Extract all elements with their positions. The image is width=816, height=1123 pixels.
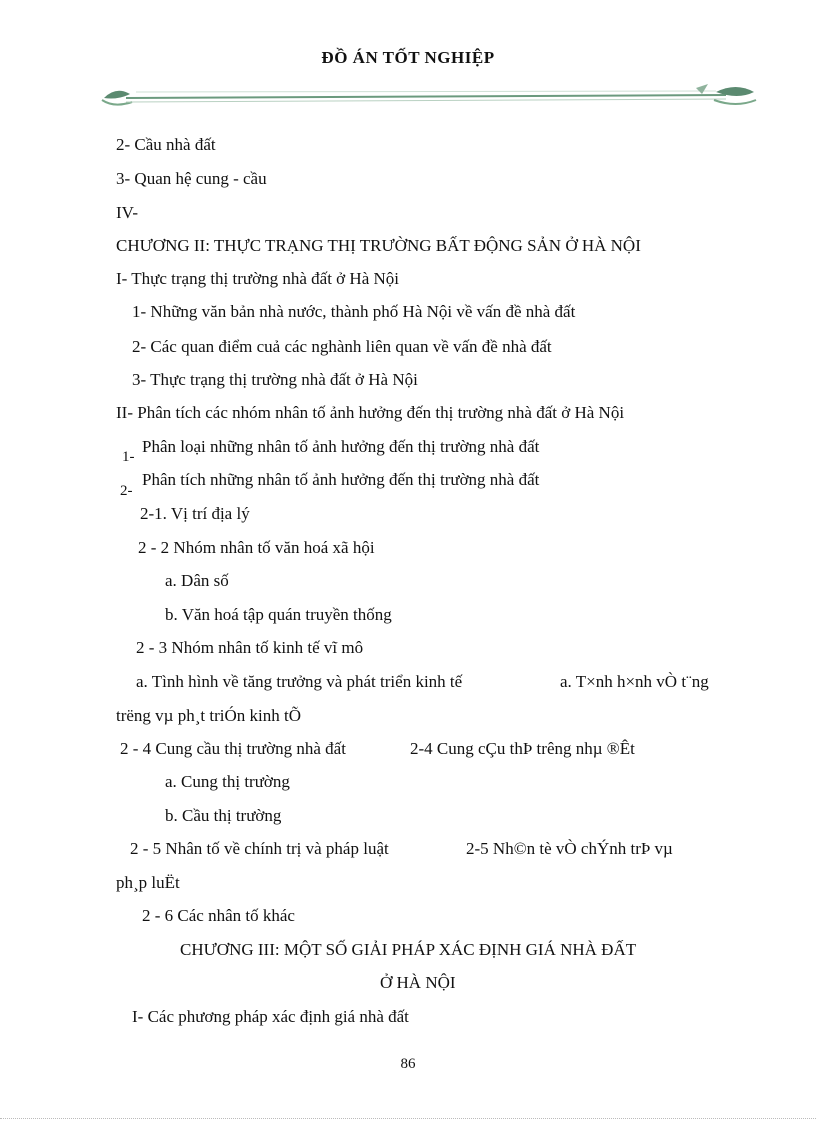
toc-line: 2 - 6 Các nhân tố khác: [142, 906, 295, 925]
toc-line-legacy-encoding: 2-4 Cung cÇu thÞ trêng nhµ ®Êt: [410, 739, 635, 758]
section-heading: I- Thực trạng thị trường nhà đất ở Hà Nội: [116, 269, 399, 288]
decorative-header-rule: [96, 78, 760, 112]
page-number: 86: [400, 1056, 416, 1072]
toc-line: 2- Cầu nhà đất: [116, 135, 216, 154]
chapter-heading: CHƯƠNG II: THỰC TRẠNG THỊ TRƯỜNG BẤT ĐỘNG SẢN Ở HÀ NỘI: [116, 236, 641, 255]
toc-line: b. Cầu thị trường: [165, 806, 282, 825]
toc-line: 1- Những văn bản nhà nước, thành phố Hà Nội về vấn đề nhà đất: [132, 302, 576, 321]
toc-line-legacy-encoding: 2-5 Nh©n tè vÒ chÝnh trÞ vµ: [466, 839, 673, 858]
toc-line: IV-: [116, 203, 139, 222]
toc-line: a. Dân số: [165, 571, 229, 590]
toc-line: Phân tích những nhân tố ảnh hưởng đến thị trường nhà đất: [142, 470, 540, 489]
toc-line: 3- Thực trạng thị trường nhà đất ở Hà Nội: [132, 370, 418, 389]
toc-line: 2-1. Vị trí địa lý: [140, 504, 250, 523]
toc-line: 2 - 5 Nhân tố về chính trị và pháp luật: [130, 839, 389, 858]
toc-line: 2 - 2 Nhóm nhân tố văn hoá xã hội: [138, 538, 375, 557]
toc-line: a. Cung thị trường: [165, 772, 290, 791]
toc-line: a. Tình hình về tăng trưởng và phát triển kinh tế: [136, 672, 463, 691]
toc-line: 2- Các quan điểm cuả các nghành liên quan về vấn đề nhà đất: [132, 337, 552, 356]
chapter-heading: CHƯƠNG III: MỘT SỐ GIẢI PHÁP XÁC ĐỊNH GIÁ NHÀ ĐẤT: [180, 940, 637, 959]
section-heading: I- Các phương pháp xác định giá nhà đất: [132, 1007, 409, 1026]
toc-line: b. Văn hoá tập quán truyền thống: [165, 605, 392, 624]
toc-line: 2 - 4 Cung cầu thị trường nhà đất: [120, 739, 346, 758]
toc-line-legacy-encoding: ph¸p luËt: [116, 873, 180, 892]
toc-line: 3- Quan hệ cung - cầu: [116, 169, 267, 188]
chapter-heading: Ở HÀ NỘI: [380, 973, 456, 992]
toc-line-legacy-encoding: a. T×nh h×nh vÒ t¨ng: [560, 672, 709, 691]
section-heading: II- Phân tích các nhóm nhân tố ảnh hưởng đến thị trường nhà đất ở Hà Nội: [116, 403, 625, 422]
toc-line-legacy-encoding: trëng vµ ph¸t triÓn kinh tÕ: [116, 706, 301, 725]
toc-line: 2 - 3 Nhóm nhân tố kinh tế vĩ mô: [136, 638, 364, 657]
page-header-title: ĐỒ ÁN TỐT NGHIỆP: [321, 48, 495, 67]
list-number: 2-: [120, 483, 133, 499]
toc-line: Phân loại những nhân tố ảnh hưởng đến thị trường nhà đất: [142, 437, 540, 456]
list-number: 1-: [122, 449, 135, 465]
page-bottom-border: [0, 1118, 816, 1120]
